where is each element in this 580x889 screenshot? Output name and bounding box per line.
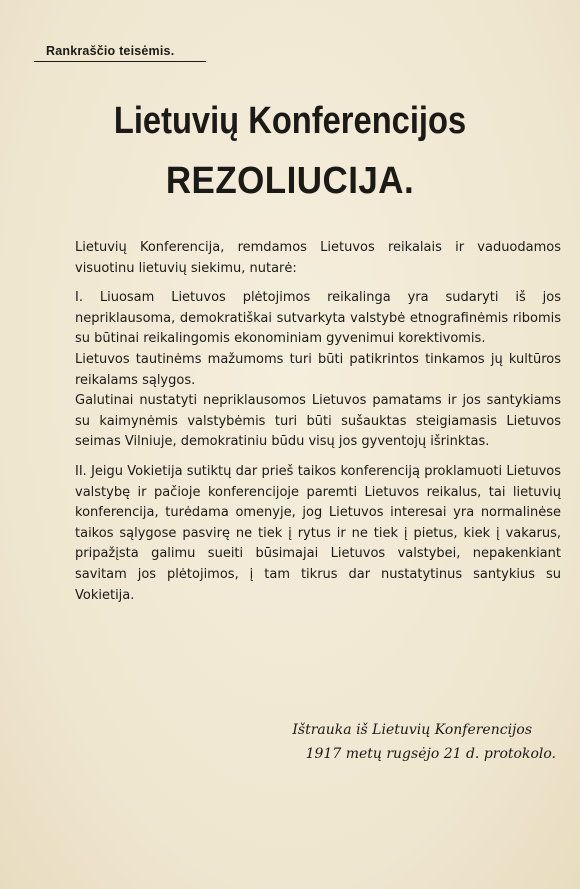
signature-line-1: Ištrauka iš Lietuvių Konferencijos xyxy=(292,722,532,738)
intro-paragraph: Lietuvių Konferencija, remdamos Lietuvos reikalais ir vaduodamos visuotinu lietuvių siekimu, nutarė: xyxy=(75,240,561,276)
protocol-signature xyxy=(0,718,556,766)
section-2-paragraph: II. Jeigu Vokietija sutiktų dar prieš taikos konferenciją proklamuoti Lietuvos valstybę ir pačioje konferencijoje paremti Lietuvos reikalus, tai lietuvių konferencija, turėdama omenyje, jog Lietuvos interesai yra normalinėse taikos sąlygose pasvirę ne tiek į rytus ir ne tiek į pietus, kiek į vakarus, pripažįsta galimu sueiti būsimajai Lietuvos valstybei, nepakenkiant savitam jos plėtojimos, į tam tikrus dar nustatytinus santykius su Vokietija. xyxy=(75,463,561,603)
document-title: Lietuvių Konferencijos xyxy=(113,100,467,142)
header-note: Rankraščio teisėmis. xyxy=(34,44,206,62)
signature-line-2: 1917 metų rugsėjo 21 d. protokolo. xyxy=(305,746,556,762)
minorities-paragraph: Lietuvos tautinėms mažumoms turi būti patikrintos tinkamos jų kultūros reikalams sąlygos. xyxy=(75,351,561,388)
section-1-paragraph: I. Liuosam Lietuvos plėtojimos reikalinga yra sudaryti iš jos nepriklausoma, demokratiškai sutvarkyta valstybė etnografinėmis ribomis su būtinai reikalingomis ekonominiam gyvenimui korektivomis. xyxy=(75,290,561,347)
resolution-body xyxy=(75,238,561,606)
seimas-paragraph: Galutinai nustatyti nepriklausomos Lietuvos pamatams ir jos santykiams su kaimynėmis valstybėmis turi būti sušauktas steigiamasis Lietuvos seimas Vilniuje, demokratiniu būdu visų jos gyventojų išrinktas. xyxy=(75,393,561,450)
document-subtitle: REZOLIUCIJA. xyxy=(165,160,415,202)
